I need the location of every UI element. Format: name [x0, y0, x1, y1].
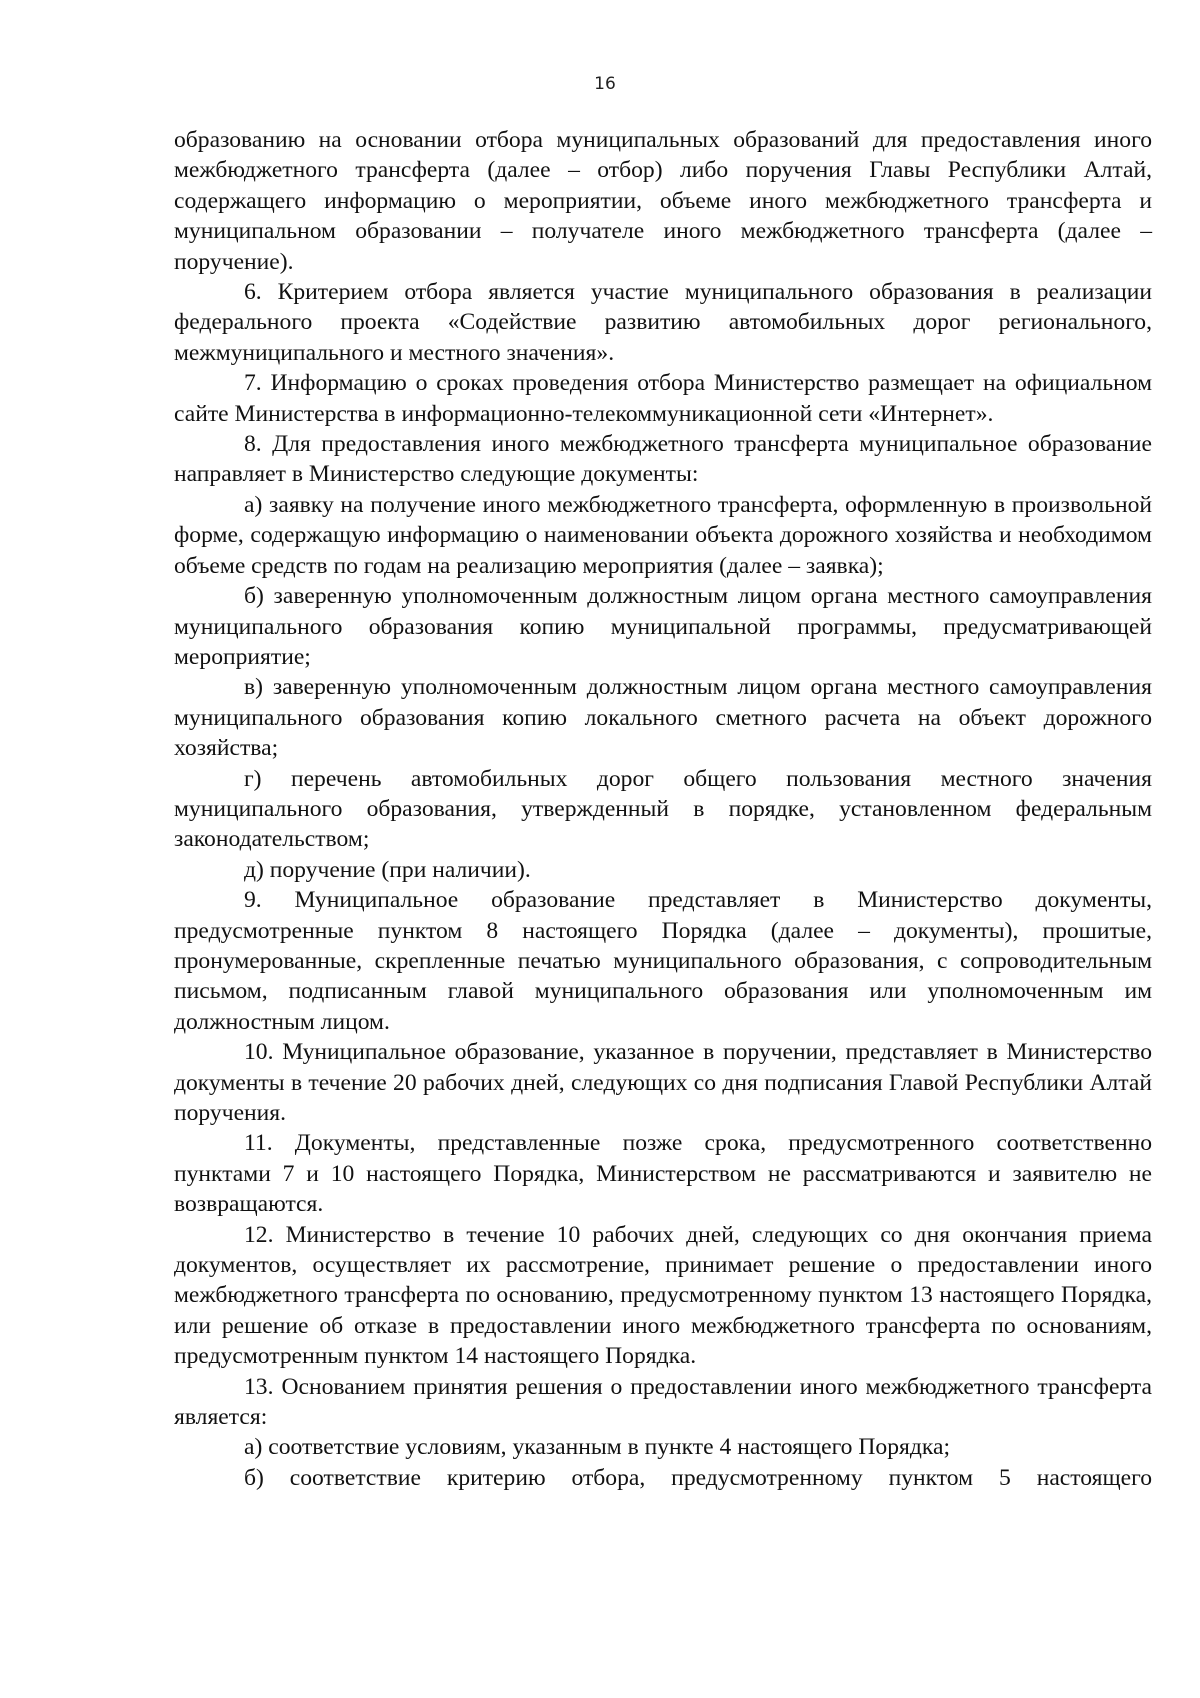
paragraph-subitem-a: а) заявку на получение иного межбюджетного трансферта, оформленную в произвольной форме, содержащую информацию о наименовании объекта дорожного хозяйства и необходимом объеме средств по годам на реализацию мероприятия (далее – заявка);: [174, 491, 1152, 579]
paragraph-item-11: 11. Документы, представленные позже срока, предусмотренного соответственно пунктами 7 и 10 настоящего Порядка, Министерством не рассматриваются и заявителю не возвращаются.: [174, 1130, 1152, 1218]
paragraph-item-12: 12. Министерство в течение 10 рабочих дней, следующих со дня окончания приема документов, осуществляет их рассмотрение, принимает решение о предоставлении иного межбюджетного трансферта по основанию, предусмотренному пунктом 13 настоящего Порядка, или решение об отказе в предоставлении иного межбюджетного трансферта по основаниям, предусмотренным пунктом 14 настоящего Порядка.: [174, 1221, 1152, 1370]
paragraph-subitem-d: д) поручение (при наличии).: [244, 856, 531, 883]
paragraph-item-8: 8. Для предоставления иного межбюджетного трансферта муниципальное образование направляет в Министерство следующие документы:: [174, 431, 1152, 488]
paragraph-subitem-v: в) заверенную уполномоченным должностным лицом органа местного самоуправления муниципального образования копию локального сметного расчета на объект дорожного хозяйства;: [174, 674, 1152, 762]
paragraph-continuation: образованию на основании отбора муниципальных образований для предоставления иного межбюджетного трансферта (далее – отбор) либо поручения Главы Республики Алтай, содержащего информацию о мероприятии, объеме иного межбюджетного трансферта и муниципальном образовании – получателе иного межбюджетного трансферта (далее – поручение).: [174, 127, 1152, 275]
paragraph-item-10: 10. Муниципальное образование, указанное в поручении, представляет в Министерство документы в течение 20 рабочих дней, следующих со дня подписания Главой Республики Алтай поручения.: [174, 1039, 1152, 1126]
page-number: 16: [594, 74, 616, 94]
paragraph-subitem-b: б) заверенную уполномоченным должностным лицом органа местного самоуправления муниципального образования копию муниципальной программы, предусматривающей мероприятие;: [174, 583, 1152, 670]
paragraph-subitem-13b: б) соответствие критерию отбора, предусмотренному пунктом 5 настоящего: [244, 1464, 1152, 1491]
paragraph-subitem-13a: а) соответствие условиям, указанным в пункте 4 настоящего Порядка;: [244, 1434, 951, 1461]
paragraph-item-9: 9. Муниципальное образование представляет в Министерство документы, предусмотренные пунктом 8 настоящего Порядка (далее – документы), прошитые, пронумерованные, скрепленные печатью муниципального образования, с сопроводительным письмом, подписанным главой муниципального образования или уполномоченным им должностным лицом.: [174, 887, 1152, 1035]
paragraph-subitem-g: г) перечень автомобильных дорог общего пользования местного значения муниципального образования, утвержденный в порядке, установленном федеральным законодательством;: [174, 765, 1152, 853]
paragraph-item-7: 7. Информацию о сроках проведения отбора Министерство размещает на официальном сайте Министерства в информационно-телекоммуникационной сети «Интернет».: [174, 370, 1152, 427]
paragraph-item-6: 6. Критерием отбора является участие муниципального образования в реализации федерального проекта «Содействие развитию автомобильных дорог регионального, межмуниципального и местного значения».: [174, 279, 1152, 366]
paragraph-item-13: 13. Основанием принятия решения о предоставлении иного межбюджетного трансферта является:: [174, 1373, 1152, 1431]
document-body: [174, 125, 1152, 1493]
